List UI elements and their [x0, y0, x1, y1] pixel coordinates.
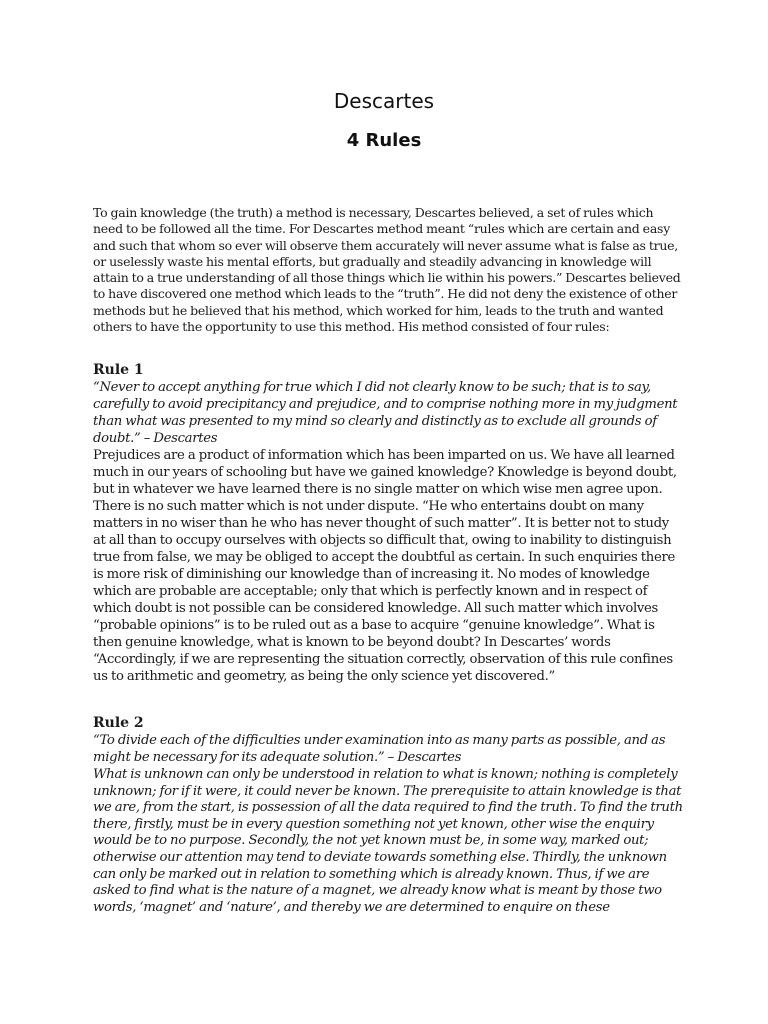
rule-1-body: Prejudices are a product of information which has been imparted on us. We have all learned much in our years of schooling but have we gained knowledge? Knowledge is beyond doubt, but in whatever we have learned there is no single matter on which wise men agree upon. There is no such matter which is not under dispute. “He who entertains doubt on many matters in no wiser than he who has never thought of such matter”. It is better not to study at all than to occupy ourselves with objects so difficult that, owing to inability to distinguish true from false, we may be obliged to accept the doubtful as certain. In such enquiries there is more risk of diminishing our knowledge than of increasing it. No modes of knowledge which are probable are acceptable; only that which is perfectly known and in respect of which doubt is not possible can be considered knowledge. All such matter which involves “probable opinions” is to be ruled out as a base to acquire “genuine knowledge”. What is then genuine knowledge, what is known to be beyond doubt? In Descartes’ words “Accordingly, if we are representing the situation correctly, observation of this rule confines us to arithmetic and geometry, as being the only science yet discovered.” [93, 448, 677, 684]
rule-2-body: What is unknown can only be understood in relation to what is known; nothing is completely unknown; for if it were, it could never be known. The prerequisite to attain knowledge is that we are, from the start, is possession of all the data required to find the truth. To find the truth there, firstly, must be in every question something not yet known, other wise the enquiry would be to no purpose. Secondly, the not yet known must be, in some way, marked out; otherwise our attention may tend to deviate towards something else. Thirdly, the unknown can only be marked out in relation to something which is already known. Thus, if we are asked to find what is the nature of a magnet, we already know what is meant by those two words, ‘magnet’ and ‘nature’, and thereby we are determined to enquire on these [93, 767, 683, 915]
page-title: Descartes [333, 89, 435, 113]
rule-1-heading: Rule 1 [93, 362, 144, 378]
rule-1-quote: “Never to accept anything for true which I did not clearly know to be such; that is to say, carefully to avoid precipitancy and prejudice, and to comprise nothing more in my judgment than what was presented to my mind so clearly and distinctly as to exclude all grounds of doubt.” – Descartes [93, 380, 678, 446]
rule-2-heading: Rule 2 [93, 715, 144, 731]
rule-2-quote: “To divide each of the difficulties under examination into as many parts as possible, and as might be necessary for its adequate solution.” – Descartes [93, 733, 666, 765]
page-subtitle: 4 Rules [346, 130, 422, 151]
intro-paragraph: To gain knowledge (the truth) a method is necessary, Descartes believed, a set of rules which need to be followed all the time. For Descartes method meant “rules which are certain and easy and such that whom so ever will observe them accurately will never assume what is false as true, or uselessly waste his mental efforts, but gradually and steadily advancing in knowledge will attain to a true understanding of all those things which lie within his powers.” Descartes believed to have discovered one method which leads to the “truth”. He did not deny the existence of other methods but he believed that his method, which worked for him, leads to the truth and wanted others to have the opportunity to use this method. His method consisted of four rules: [93, 205, 681, 335]
